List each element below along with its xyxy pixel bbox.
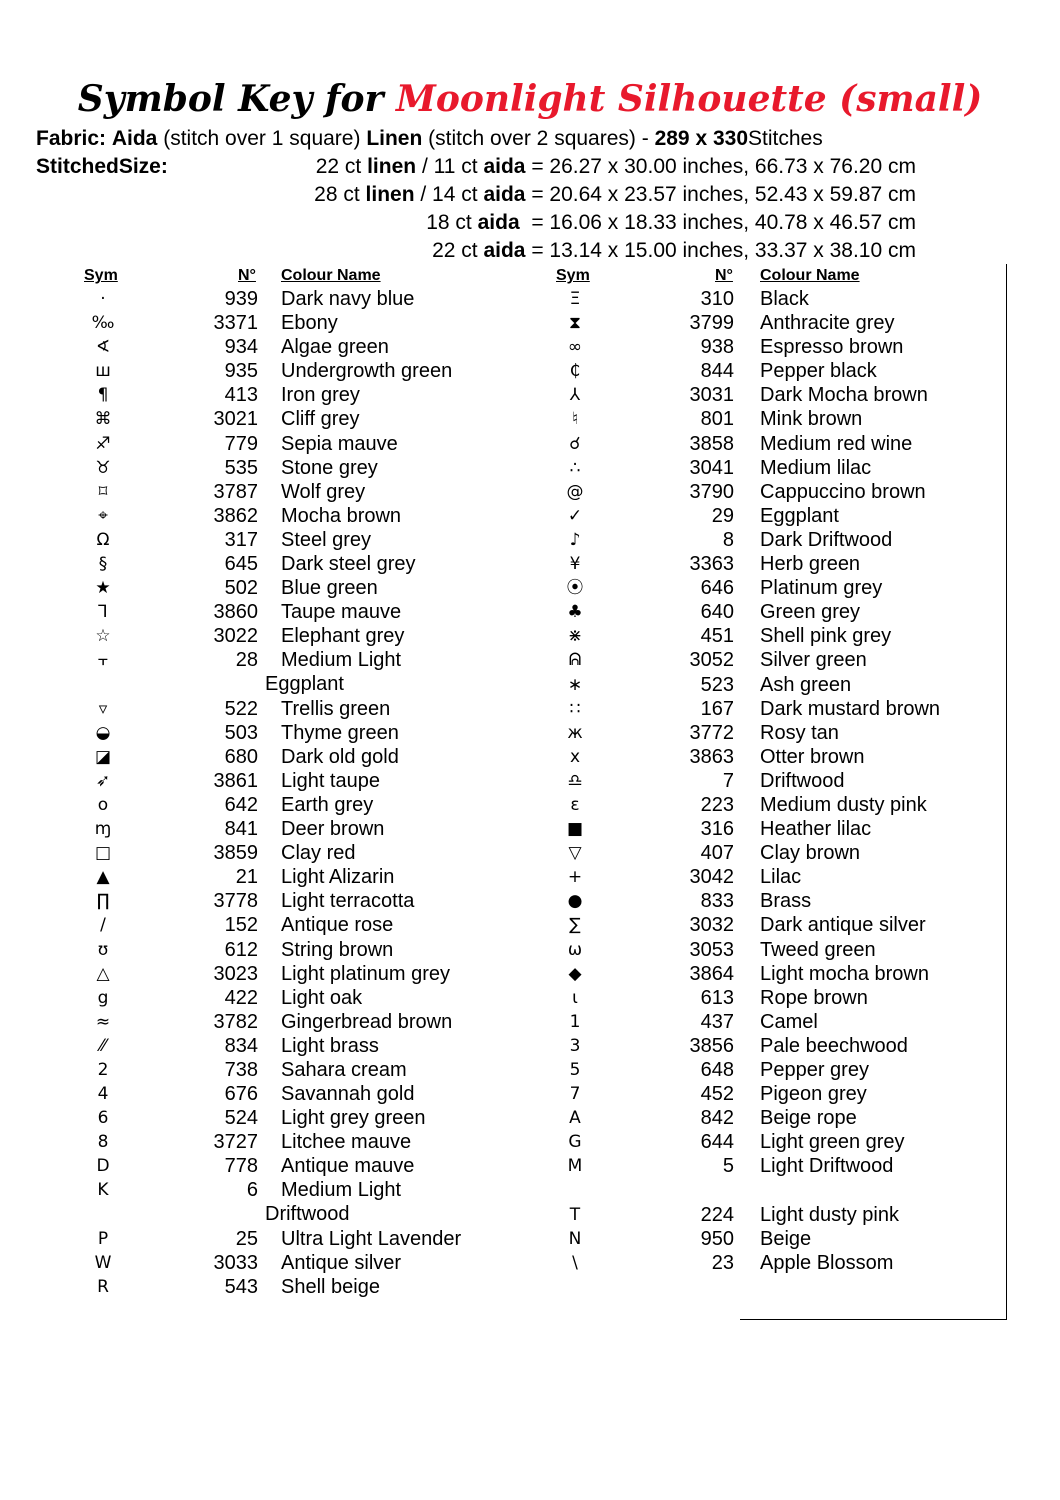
size-line <box>316 155 916 179</box>
colour-name: Light mocha brown <box>760 962 929 985</box>
thread-number: 3371 <box>213 312 258 335</box>
symbol-glyph: ⁄⁄ <box>100 1035 106 1056</box>
thread-number: 3041 <box>689 456 734 479</box>
symbol-glyph: ‰ <box>91 313 115 334</box>
fabric-line <box>36 127 823 151</box>
colour-name: Light taupe <box>281 769 380 792</box>
thread-number: 841 <box>224 818 258 841</box>
thread-number: 523 <box>700 673 734 696</box>
colour-name: Light terracotta <box>281 890 415 913</box>
colour-name: Dark antique silver <box>760 914 926 937</box>
thread-number: 950 <box>700 1227 734 1250</box>
symbol-glyph: / <box>100 915 106 936</box>
thread-number: 3787 <box>213 480 258 503</box>
thread-number: 3859 <box>213 842 258 865</box>
thread-number: 801 <box>700 408 734 431</box>
colour-name: Ash green <box>760 673 852 696</box>
colour-name: Tweed green <box>760 938 876 961</box>
thread-number: 452 <box>700 1083 734 1106</box>
colour-name: Ebony <box>281 312 338 335</box>
thread-number: 939 <box>224 288 258 310</box>
colour-name: Shell pink grey <box>760 625 892 648</box>
thread-number: 612 <box>224 938 258 961</box>
colour-name: Medium lilac <box>760 456 872 479</box>
colour-name: Apple Blossom <box>760 1251 894 1274</box>
colour-name-continued: Driftwood <box>265 1203 350 1226</box>
thread-number: 934 <box>224 336 258 359</box>
fabric-linen-note: (stitch over 2 squares) - <box>428 127 649 150</box>
colour-name: Beige rope <box>760 1107 857 1130</box>
header-num-right: N° <box>715 267 733 284</box>
symbol-glyph: ¶ <box>97 385 109 406</box>
thread-number: 522 <box>224 697 258 720</box>
size-count: / 14 ct <box>420 183 478 206</box>
size-value: = 26.27 x 30.00 inches, 66.73 x 76.20 cm <box>531 155 916 178</box>
thread-number: 224 <box>700 1203 734 1226</box>
size-line <box>432 239 916 263</box>
colour-name: Camel <box>760 1010 818 1033</box>
symbol-glyph: ⌑ <box>98 481 108 502</box>
thread-number: 3031 <box>689 384 734 407</box>
size-count: 28 ct <box>314 183 360 206</box>
colour-name: Pepper black <box>760 360 877 383</box>
thread-number: 3363 <box>689 553 734 576</box>
symbol-glyph: ☌ <box>569 433 581 454</box>
colour-name: Herb green <box>760 553 861 576</box>
symbol-glyph: ◆ <box>568 963 582 984</box>
colour-name: Deer brown <box>281 818 385 841</box>
symbol-glyph: ♉ <box>95 457 111 478</box>
symbol-glyph: ∴ <box>569 457 581 478</box>
symbol-glyph: ⅄ <box>569 385 581 406</box>
thread-number: 3861 <box>213 769 258 792</box>
symbol-glyph: ∑ <box>569 915 581 936</box>
colour-name: Taupe mauve <box>281 601 402 624</box>
thread-number: 613 <box>700 986 734 1009</box>
colour-name: Mink brown <box>760 408 863 431</box>
thread-number: 407 <box>700 842 734 865</box>
thread-number: 844 <box>700 360 734 383</box>
thread-number: 28 <box>235 649 258 672</box>
symbol-glyph: 1 <box>569 1011 581 1032</box>
fabric-aida: Aida <box>111 127 158 150</box>
thread-number: 648 <box>700 1059 734 1081</box>
stitch-dims: 289 x 330 <box>654 127 749 150</box>
colour-name: Medium red wine <box>760 432 913 455</box>
thread-number: 3727 <box>213 1131 258 1154</box>
symbol-glyph: ∗ <box>567 674 583 695</box>
colour-name: Shell beige <box>281 1275 380 1298</box>
thread-number: 833 <box>700 890 734 913</box>
size-value: = 16.06 x 18.33 inches, 40.78 x 46.57 cm <box>525 211 916 234</box>
colour-name-continued: Eggplant <box>265 673 344 696</box>
size-fabric: linen <box>367 155 417 178</box>
colour-name: Clay red <box>281 842 356 865</box>
symbol-glyph: ◒ <box>95 722 111 743</box>
thread-number: 3032 <box>689 914 734 937</box>
header-sym-left: Sym <box>84 267 118 284</box>
colour-name: Light dusty pink <box>760 1203 899 1226</box>
thread-number: 310 <box>700 288 734 310</box>
symbol-glyph: \ <box>572 1252 578 1273</box>
thread-number: 503 <box>224 721 258 744</box>
symbol-glyph: ▽ <box>568 843 582 864</box>
symbol-glyph: ⫟ <box>97 650 109 671</box>
colour-name: Trellis green <box>281 697 391 720</box>
thread-number: 3053 <box>689 938 734 961</box>
right-border-line <box>1006 264 1007 1320</box>
symbol-glyph: ⦿ <box>566 578 584 599</box>
colour-name: Mocha brown <box>281 504 402 527</box>
colour-name: Blue green <box>281 577 378 600</box>
size-value: = 20.64 x 23.57 inches, 52.43 x 59.87 cm <box>531 183 916 206</box>
symbol-glyph: ʊ <box>97 939 109 960</box>
symbol-glyph: ɱ <box>94 819 112 840</box>
title-prefix: Symbol Key for <box>77 78 384 120</box>
colour-name: Gingerbread brown <box>281 1010 453 1033</box>
thread-number: 502 <box>224 577 258 600</box>
size-line <box>426 211 916 235</box>
symbol-glyph: 2 <box>97 1060 109 1080</box>
thread-number: 3021 <box>213 408 258 431</box>
symbol-glyph: + <box>567 867 583 888</box>
symbol-glyph: 5 <box>569 1060 581 1080</box>
symbol-glyph: ♮ <box>571 409 579 430</box>
thread-number: 29 <box>711 504 734 527</box>
size-line <box>314 183 916 207</box>
colour-name: Platinum grey <box>760 577 883 600</box>
thread-number: 422 <box>224 986 258 1009</box>
symbol-glyph: 3 <box>569 1035 581 1056</box>
colour-name: Anthracite grey <box>760 312 895 335</box>
symbol-glyph: x <box>569 746 581 767</box>
symbol-glyph: ♎ <box>567 770 583 791</box>
colour-name: Light oak <box>281 986 363 1009</box>
thread-number: 21 <box>235 866 258 889</box>
fabric-aida-note: (stitch over 1 square) <box>163 127 361 150</box>
symbol-glyph: ▲ <box>96 867 110 888</box>
symbol-glyph: ɛ <box>570 794 580 815</box>
thread-number: 646 <box>700 577 734 600</box>
colour-name: Dark Mocha brown <box>760 384 928 407</box>
colour-name: Dark navy blue <box>281 288 415 310</box>
thread-number: 6 <box>246 1179 258 1202</box>
size-count: 22 ct <box>432 239 478 262</box>
colour-name: Medium dusty pink <box>760 793 927 816</box>
symbol-glyph: D <box>96 1156 110 1177</box>
symbol-glyph: ɩ <box>572 987 578 1008</box>
colour-name: Medium Light <box>281 1179 402 1202</box>
thread-number: 535 <box>224 456 258 479</box>
colour-name: Espresso brown <box>760 336 904 359</box>
symbol-glyph: M <box>567 1156 583 1177</box>
colour-name: Steel grey <box>281 528 372 551</box>
colour-name: Antique mauve <box>281 1155 415 1178</box>
thread-number: 3033 <box>213 1251 258 1274</box>
thread-number: 3023 <box>213 962 258 985</box>
symbol-glyph: ⧗ <box>569 313 581 334</box>
thread-number: 935 <box>224 360 258 383</box>
thread-number: 644 <box>700 1131 734 1154</box>
colour-name: Wolf grey <box>281 480 366 503</box>
symbol-glyph: W <box>94 1252 112 1273</box>
thread-number: 524 <box>224 1107 258 1130</box>
bottom-border-line <box>740 1319 1007 1320</box>
symbol-glyph: Ξ <box>569 289 581 309</box>
colour-name: Driftwood <box>760 769 845 792</box>
thread-number: 8 <box>722 528 734 551</box>
thread-number: 25 <box>235 1227 258 1250</box>
colour-name: Medium Light <box>281 649 402 672</box>
thread-number: 413 <box>224 384 258 407</box>
thread-number: 152 <box>224 914 258 937</box>
thread-number: 3022 <box>213 625 258 648</box>
symbol-glyph: ⅂ <box>98 602 108 623</box>
colour-name: Light grey green <box>281 1107 426 1130</box>
fabric-label: Fabric: <box>36 127 107 150</box>
thread-number: 3052 <box>689 649 734 672</box>
thread-number: 5 <box>722 1155 734 1178</box>
thread-number: 3799 <box>689 312 734 335</box>
colour-name: Light Driftwood <box>760 1155 894 1178</box>
thread-number: 645 <box>224 553 258 576</box>
symbol-glyph: ♣ <box>567 602 583 623</box>
symbol-glyph: ♪ <box>569 529 581 550</box>
colour-name: Sepia mauve <box>281 432 398 455</box>
header-sym-right: Sym <box>556 267 590 284</box>
colour-name: Antique silver <box>281 1251 402 1274</box>
colour-name: Heather lilac <box>760 818 872 841</box>
symbol-glyph: 4 <box>97 1084 109 1105</box>
colour-name: Litchee mauve <box>281 1131 412 1154</box>
symbol-glyph: ∞ <box>567 337 583 358</box>
colour-name: Pale beechwood <box>760 1034 908 1057</box>
thread-number: 3790 <box>689 480 734 503</box>
colour-name: Savannah gold <box>281 1083 415 1106</box>
header-num-left: N° <box>238 267 256 284</box>
thread-number: 451 <box>700 625 734 648</box>
symbol-glyph: § <box>98 554 108 575</box>
colour-name: Antique rose <box>281 914 394 937</box>
thread-number: 23 <box>711 1251 734 1274</box>
thread-number: 3856 <box>689 1034 734 1057</box>
symbol-glyph: ▿ <box>98 698 108 719</box>
project-name: Moonlight Silhouette (small) <box>395 78 983 120</box>
symbol-glyph: ★ <box>95 578 111 599</box>
thread-number: 3778 <box>213 890 258 913</box>
thread-number: 3860 <box>213 601 258 624</box>
symbol-glyph: ᕱ <box>568 650 582 671</box>
thread-number: 437 <box>700 1010 734 1033</box>
size-fabric: aida <box>483 183 526 206</box>
symbol-glyph: Ω <box>96 529 110 550</box>
symbol-glyph: g <box>97 987 109 1008</box>
colour-name: Black <box>760 288 809 310</box>
symbol-glyph: ¥ <box>569 554 581 575</box>
stitched-size-label: StitchedSize: <box>36 155 168 178</box>
size-fabric: linen <box>365 183 415 206</box>
symbol-glyph: R <box>97 1276 109 1297</box>
thread-number: 938 <box>700 336 734 359</box>
colour-name: Cappuccino brown <box>760 480 926 503</box>
symbol-glyph: ш <box>95 361 111 382</box>
thread-number: 3864 <box>689 962 734 985</box>
symbol-glyph: G <box>568 1132 582 1153</box>
symbol-glyph: ⌖ <box>98 505 108 526</box>
symbol-glyph: 8 <box>97 1132 109 1153</box>
size-count: 18 ct <box>426 211 472 234</box>
colour-name: Earth grey <box>281 793 374 816</box>
thread-number: 778 <box>224 1155 258 1178</box>
thread-number: 3782 <box>213 1010 258 1033</box>
colour-name: Dark mustard brown <box>760 697 941 720</box>
page-title <box>0 78 1060 120</box>
colour-name: Light brass <box>281 1034 379 1057</box>
thread-number: 642 <box>224 793 258 816</box>
colour-name: Elephant grey <box>281 625 405 648</box>
colour-name: Brass <box>760 890 812 913</box>
symbol-glyph: @ <box>566 481 584 502</box>
thread-number: 3858 <box>689 432 734 455</box>
symbol-glyph: ∷ <box>569 698 581 719</box>
symbol-glyph: ω <box>567 939 583 960</box>
size-value: = 13.14 x 15.00 inches, 33.37 x 38.10 cm <box>531 239 916 262</box>
thread-number: 167 <box>700 697 734 720</box>
thread-number: 7 <box>722 769 734 792</box>
thread-number: 834 <box>224 1034 258 1057</box>
thread-number: 680 <box>224 745 258 768</box>
symbol-glyph: ∏ <box>96 891 110 912</box>
colour-name: Algae green <box>281 336 389 359</box>
header-name-left: Colour Name <box>281 267 381 284</box>
stitches-label: Stitches <box>748 127 823 150</box>
symbol-glyph: ➶ <box>95 770 111 791</box>
symbol-glyph: □ <box>94 843 112 864</box>
colour-name: Sahara cream <box>281 1059 407 1081</box>
thread-number: 317 <box>224 528 258 551</box>
thread-number: 779 <box>224 432 258 455</box>
colour-name: Pepper grey <box>760 1059 869 1081</box>
thread-number: 543 <box>224 1275 258 1298</box>
thread-number: 223 <box>700 793 734 816</box>
colour-name: Dark Driftwood <box>760 528 893 551</box>
thread-number: 316 <box>700 818 734 841</box>
colour-name: Pigeon grey <box>760 1083 867 1106</box>
symbol-glyph: T <box>569 1204 581 1225</box>
size-count: 22 ct <box>315 155 362 178</box>
thread-number: 3042 <box>689 866 734 889</box>
thread-number: 676 <box>224 1083 258 1106</box>
thread-number: 738 <box>224 1059 258 1081</box>
symbol-glyph: △ <box>96 963 110 984</box>
colour-name: Silver green <box>760 649 867 672</box>
colour-name: Beige <box>760 1227 812 1250</box>
colour-name: Iron grey <box>281 384 360 407</box>
size-fabric: aida <box>483 155 526 178</box>
fabric-linen: Linen <box>366 127 423 150</box>
colour-name: Otter brown <box>760 745 865 768</box>
symbol-glyph: A <box>569 1108 581 1129</box>
colour-name: Green grey <box>760 601 861 624</box>
colour-name: Undergrowth green <box>281 360 453 383</box>
symbol-glyph: ⌘ <box>94 409 112 430</box>
colour-name: Light platinum grey <box>281 962 450 985</box>
symbol-glyph: K <box>97 1180 109 1201</box>
symbol-glyph: ✓ <box>567 505 583 526</box>
symbol-glyph: o <box>97 794 109 815</box>
symbol-glyph: ☆ <box>95 626 111 647</box>
size-fabric: aida <box>477 211 520 234</box>
colour-name: Light Alizarin <box>281 866 395 889</box>
symbol-glyph: ₵ <box>569 361 581 382</box>
colour-name: Rosy tan <box>760 721 839 744</box>
symbol-glyph: N <box>568 1228 582 1249</box>
symbol-glyph: ≈ <box>95 1011 111 1032</box>
colour-name: String brown <box>281 938 394 961</box>
colour-name: Light green grey <box>760 1131 905 1154</box>
symbol-glyph: ● <box>567 891 583 912</box>
symbol-glyph: ж <box>567 722 583 743</box>
colour-name: Eggplant <box>760 504 839 527</box>
colour-name: Ultra Light Lavender <box>281 1227 462 1250</box>
symbol-glyph: ◪ <box>94 746 112 767</box>
thread-number: 3862 <box>213 504 258 527</box>
colour-name: Dark steel grey <box>281 553 416 576</box>
symbol-glyph: · <box>100 289 106 309</box>
thread-number: 3772 <box>689 721 734 744</box>
colour-name: Lilac <box>760 866 802 889</box>
symbol-glyph: ⋇ <box>567 626 583 647</box>
thread-number: 640 <box>700 601 734 624</box>
thread-number: 842 <box>700 1107 734 1130</box>
colour-name: Stone grey <box>281 456 378 479</box>
colour-name: Clay brown <box>760 842 861 865</box>
thread-number: 3863 <box>689 745 734 768</box>
colour-name: Rope brown <box>760 986 868 1009</box>
size-count: / 11 ct <box>421 155 478 178</box>
size-fabric: aida <box>483 239 526 262</box>
symbol-glyph: P <box>97 1228 109 1249</box>
colour-name: Thyme green <box>281 721 399 744</box>
symbol-glyph: ∢ <box>95 337 111 358</box>
symbol-glyph: 7 <box>569 1084 581 1105</box>
colour-name: Dark old gold <box>281 745 399 768</box>
symbol-glyph: 6 <box>97 1108 109 1129</box>
colour-name: Cliff grey <box>281 408 360 431</box>
symbol-glyph: ■ <box>566 819 584 840</box>
header-name-right: Colour Name <box>760 267 860 284</box>
symbol-glyph: ♐ <box>95 433 111 454</box>
